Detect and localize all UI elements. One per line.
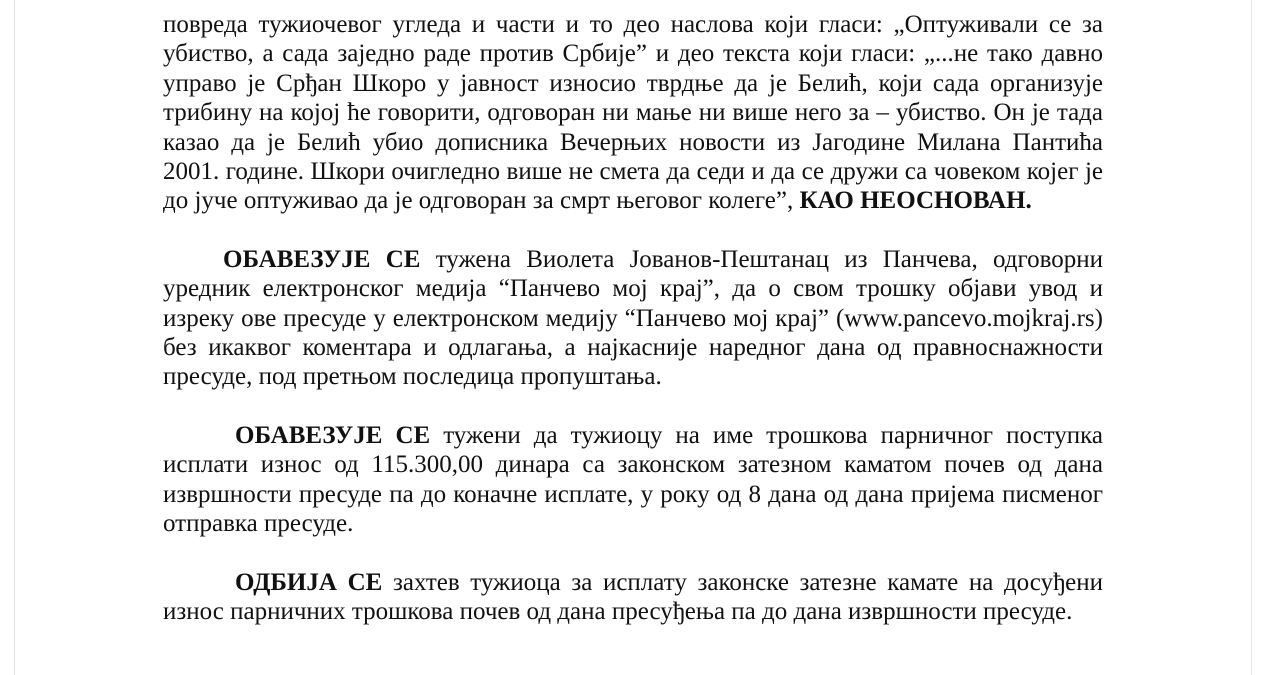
ruling-keyword: ОДБИЈА СЕ	[235, 568, 383, 596]
scan-edge-left	[14, 0, 15, 675]
paragraph-rejection-continued	[163, 10, 1103, 216]
paragraph-obligation-costs	[163, 421, 1103, 539]
document-page	[163, 10, 1103, 626]
ruling-keyword: ОБАВЕЗУЈЕ СЕ	[235, 421, 431, 449]
verdict-bold: КАО НЕОСНОВАН.	[799, 187, 1032, 215]
paragraph-text: тужена Виолета Јованов-Пештанац из Панчева, одговорни уредник електронског медија “Панчево мој крај”, да о свом трошку објави увод и изреку ове пресуде у електронском медију “Панчево мој крај” (www.pancevo.mojkraj.rs) без икаквог коментара и одлагања, а најкасније наредног дана од правноснажности пресуде, под претњом последица пропуштања.	[163, 245, 1104, 391]
scan-edge-right	[1251, 0, 1252, 675]
paragraph-obligation-publish	[163, 245, 1103, 392]
paragraph-text: захтев тужиоца за исплату законске затезне камате на досуђени износ парничних трошкова почев од дана пресуђења па до дана извршности пресуде.	[163, 568, 1103, 625]
paragraph-text: повреда тужиочевог угледа и части и то део наслова који гласи: „Оптуживали се за убиство, а сада заједно раде против Србије” и део текста који гласи: „...не тако давно управо је Срђан Шкоро у јавност износио тврдње да је Белић, који сада организује трибину на којој ће говорити, одговоран ни мање ни више него за – убиство. Он је тада казао да је Белић убио дописника Вечерњих новости из Јагодине Милана Пантића 2001. године. Шкори очигледно више не смета да седи и да се дружи са човеком којег је до јуче оптуживао да је одговоран за смрт његовог колеге”,	[163, 11, 1103, 215]
ruling-keyword: ОБАВЕЗУЈЕ СЕ	[223, 245, 421, 273]
paragraph-text: тужени да тужиоцу на име трошкова парничног поступка исплати износ од 115.300,00 динара са законском затезном каматом почев од дана извршности пресуде па до коначне исплате, у року од 8 дана од дана пријема писменог отправка пресуде.	[163, 421, 1104, 538]
paragraph-rejection-interest	[163, 568, 1103, 627]
